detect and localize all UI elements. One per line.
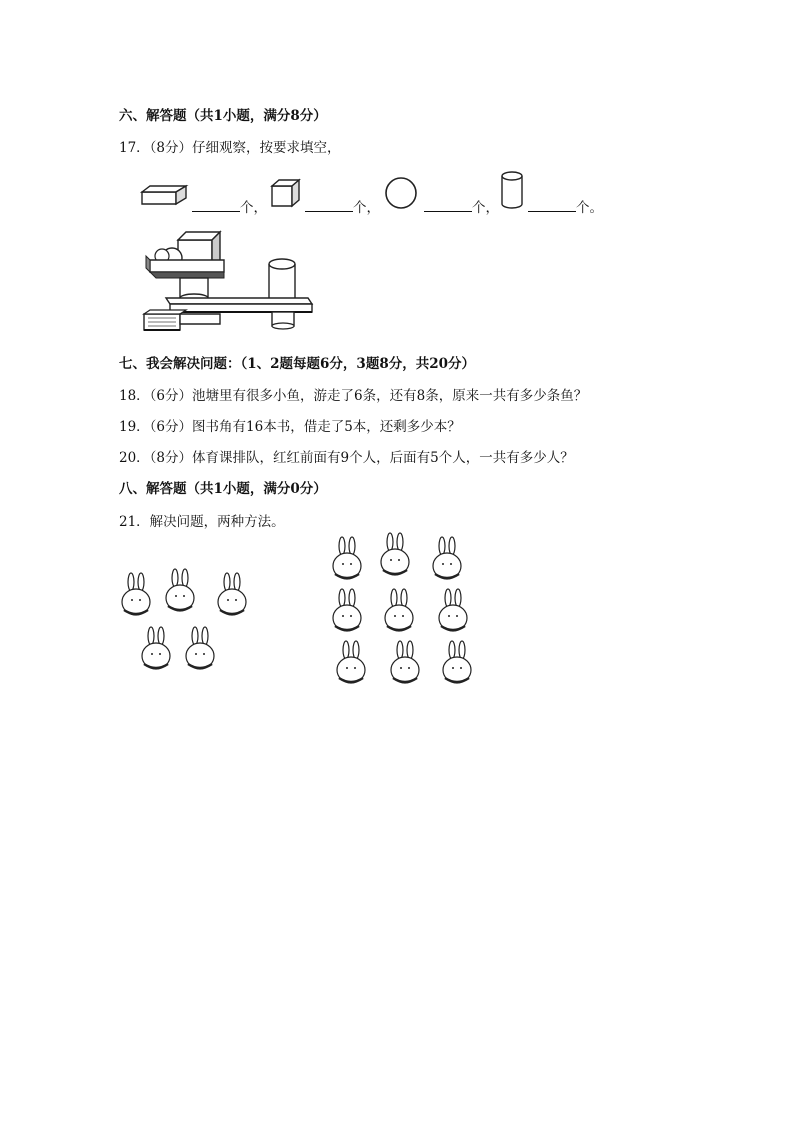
- rabbit-icon: [385, 589, 413, 631]
- rabbit-icon: [443, 641, 471, 683]
- question-19: 19．（6分）图书角有16本书，借走了5本，还剩多少本？: [119, 419, 461, 435]
- cube-icon: [270, 178, 302, 210]
- section-seven-heading: 七、我会解决问题：（1、2题每题6分，3题8分，共20分）: [119, 356, 476, 372]
- rabbit-icon: [122, 573, 150, 615]
- stacked-shapes-figure: [140, 226, 320, 338]
- cylinder-icon: [500, 170, 524, 210]
- rabbit-icon: [333, 589, 361, 631]
- rabbit-icon: [142, 627, 170, 669]
- section-six-heading: 六、解答题（共1小题，满分8分）: [119, 108, 327, 124]
- shape-fill-in-row: [140, 174, 620, 214]
- rabbit-icon: [433, 537, 461, 579]
- question-18: 18．（6分）池塘里有很多小鱼，游走了6条，还有8条，原来一共有多少条鱼？: [119, 388, 588, 404]
- cuboid-icon: [140, 182, 190, 208]
- rabbit-icon: [337, 641, 365, 683]
- rabbit-icon: [381, 533, 409, 575]
- rabbit-icon: [391, 641, 419, 683]
- rabbit-group-right: [325, 536, 480, 696]
- blank-cube[interactable]: 个，: [305, 196, 380, 216]
- blank-sphere[interactable]: 个，: [424, 196, 499, 216]
- rabbit-icon: [218, 573, 246, 615]
- question-17: 17．（8分）仔细观察，按要求填空，: [119, 140, 341, 156]
- blank-cuboid[interactable]: 个，: [192, 196, 267, 216]
- blank-cylinder[interactable]: 个。: [528, 196, 603, 216]
- question-21: 21．解决问题，两种方法。: [119, 514, 285, 530]
- rabbit-icon: [166, 569, 194, 611]
- question-20: 20．（8分）体育课排队，红红前面有9个人，后面有5个人，一共有多少人？: [119, 450, 574, 466]
- rabbit-icon: [186, 627, 214, 669]
- rabbit-group-left: [118, 568, 253, 684]
- rabbit-icon: [439, 589, 467, 631]
- sphere-icon: [384, 176, 418, 210]
- rabbit-icon: [333, 537, 361, 579]
- section-eight-heading: 八、解答题（共1小题，满分0分）: [119, 481, 327, 497]
